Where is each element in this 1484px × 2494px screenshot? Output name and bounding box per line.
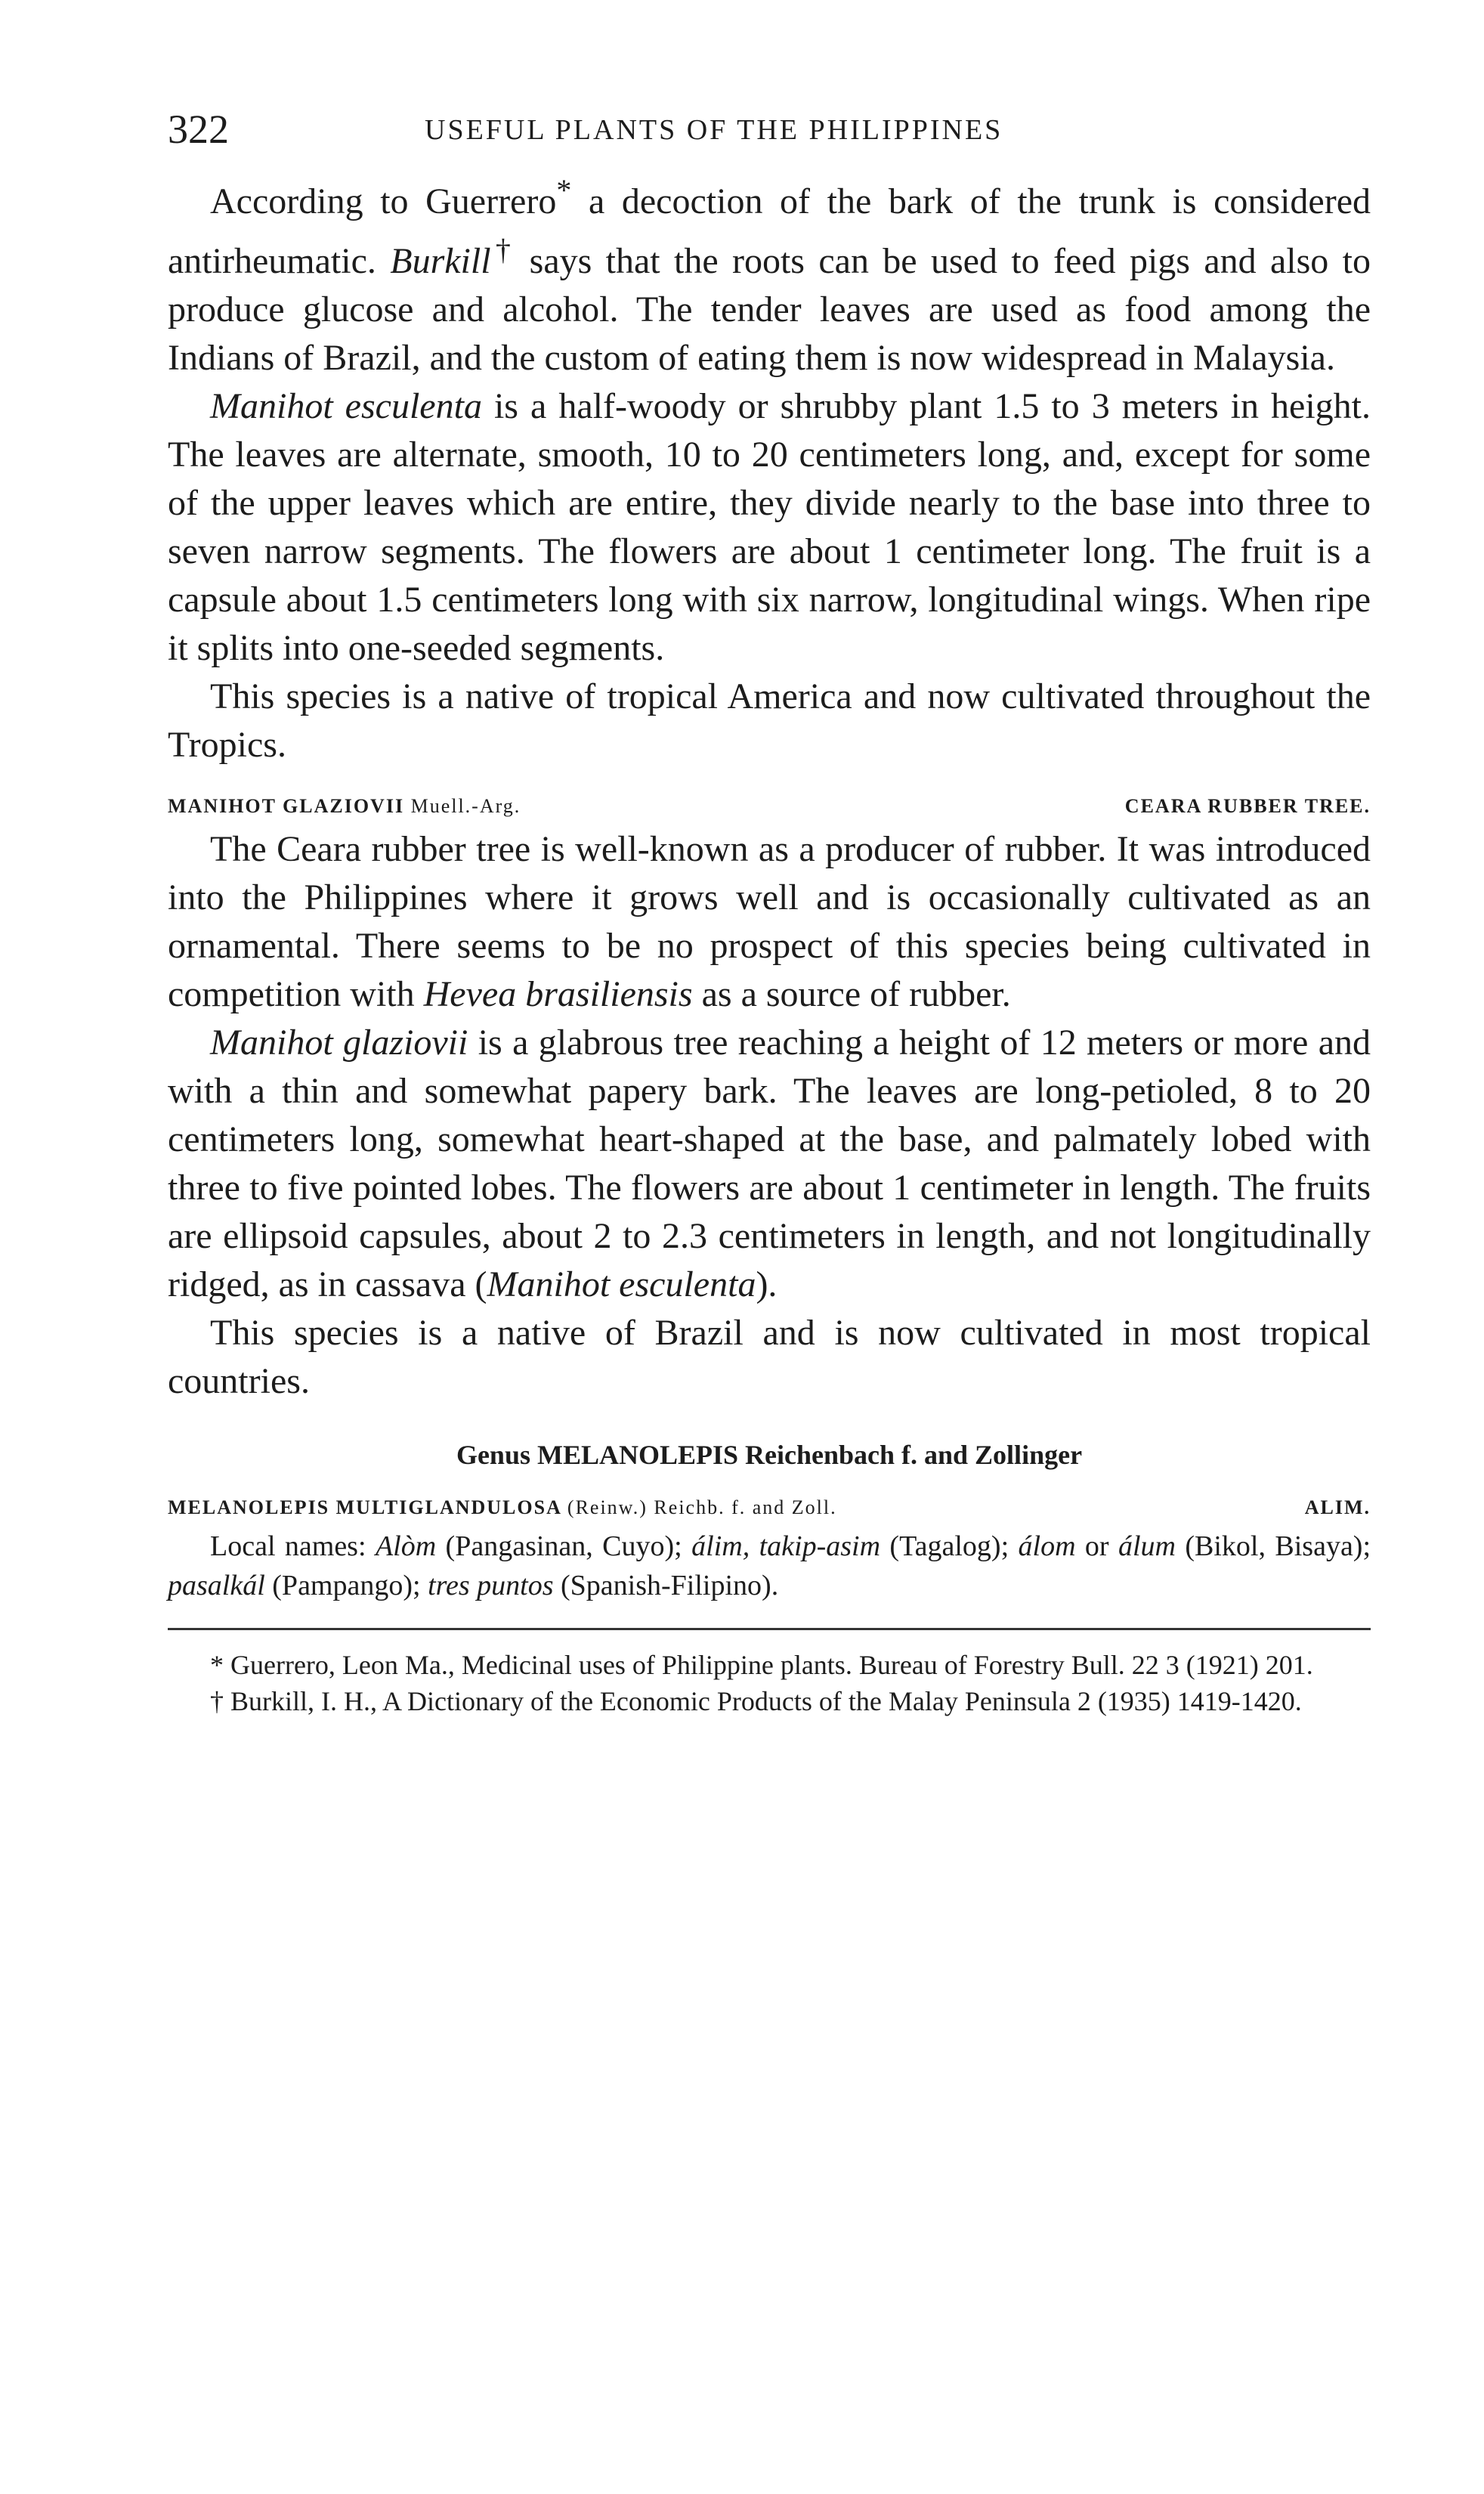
species-heading-left [168,1496,837,1519]
local-names [168,1527,1371,1605]
text-span: as a source of rubber. [692,974,1011,1014]
running-head [168,106,1371,166]
footnote-divider [168,1628,1371,1630]
species-heading-name: MANIHOT GLAZIOVII [168,795,405,817]
text-span: a decoction of the bark of the trunk is considered antirheumatic. [168,181,1371,281]
footnote-burkill: † Burkill, I. H., A Dictionary of the Economic Products of the Malay Peninsula 2 (1935) 1419-1420. [210,1686,1302,1716]
species-name: Manihot esculenta [210,386,482,426]
text-span: (Spanish-Filipino). [553,1570,779,1601]
species-heading-melanolepis [168,1496,1371,1519]
footnote-mark: † [490,233,516,267]
local-name: álum [1118,1530,1176,1562]
species-common-name: ALIM. [1304,1496,1371,1518]
genus-heading: Genus MELANOLEPIS Reichenbach f. and Zollinger [456,1440,1083,1470]
text-span: The Ceara rubber tree is well-known as a producer of rubber. It was introduced into the Philippines where it grows well and is occasionally cultivated as an ornamental. There seems to be no prospect of this species being cultivated in competition with [168,829,1371,1014]
text-span: ). [756,1264,778,1304]
paragraph-description-glaziovii [168,1019,1371,1309]
footnote-mark: * [556,173,572,207]
paragraph-distribution-esculenta: This species is a native of tropical America and now cultivated throughout the Tropics. [168,676,1371,765]
species-name: Manihot glaziovii [210,1023,468,1063]
footnote-guerrero: * Guerrero, Leon Ma., Medicinal uses of Philippine plants. Bureau of Forestry Bull. 22 3 (1921) 201. [210,1650,1313,1680]
species-heading-author: Muell.-Arg. [410,795,521,817]
text-span: is a glabrous tree reaching a height of 12 meters or more and with a thin and somewhat papery bark. The leaves are long-petioled, 8 to 20 centimeters long, somewhat heart-shaped at the base, and palmately lobed with three to five pointed lobes. The flowers are about 1 centimeter in length. The fruits are ellipsoid capsules, about 2 to 2.3 centimeters in length, and not longitudinally ridged, as in cassava ( [168,1023,1371,1304]
author-name: Burkill [390,241,491,281]
text-span: (Tagalog); [880,1530,1019,1562]
local-name: pasalkál [168,1570,265,1601]
book-page [168,106,1371,1719]
species-heading-name: MELANOLEPIS MULTIGLANDULOSA [168,1496,561,1518]
local-name: tres puntos [428,1570,554,1601]
text-span: (Bikol, Bisaya); [1175,1530,1371,1562]
paragraph-description-esculenta [168,382,1371,673]
species-heading-left [168,795,521,818]
text-span: is a half-woody or shrubby plant 1.5 to 3 meters in height. The leaves are alternate, smooth, 10 to 20 centimeters long, and, except for some of the upper leaves which are entire, they divide nearly to the base into three to seven narrow segments. The flowers are about 1 centimeter long. The fruit is a capsule about 1.5 centimeters long with six narrow, longitudinal wings. When ripe it splits into one-seeded segments. [168,386,1371,668]
local-name: álom [1018,1530,1076,1562]
paragraph-distribution-glaziovii: This species is a native of Brazil and is now cultivated in most tropical countries. [168,1313,1371,1401]
page-number: 322 [168,107,229,152]
paragraph-ceara-rubber [168,825,1371,1019]
species-heading-glaziovii [168,795,1371,818]
local-name: álim, takip-asim [691,1530,881,1562]
text-span: Local names: [210,1530,376,1562]
species-common-name: CEARA RUBBER TREE. [1124,795,1371,817]
text-span: says that the roots can be used to feed pigs and also to produce glucose and alcohol. The tender leaves are used as food among the Indians of Brazil, and the custom of eating them is now widespread in Malaysia. [168,241,1371,378]
text-span: According to Guerrero [210,181,557,221]
text-span: (Pampango); [264,1570,428,1601]
text-span: (Pangasinan, Cuyo); [436,1530,692,1562]
species-name: Hevea brasiliensis [423,974,693,1014]
local-name: Alòm [375,1530,437,1562]
text-span: or [1075,1530,1118,1562]
running-title: USEFUL PLANTS OF THE PHILIPPINES [425,114,1003,146]
species-heading-author: (Reinw.) Reichb. f. and Zoll. [567,1496,837,1518]
species-name: Manihot esculenta [487,1264,756,1304]
paragraph-uses [168,166,1371,382]
